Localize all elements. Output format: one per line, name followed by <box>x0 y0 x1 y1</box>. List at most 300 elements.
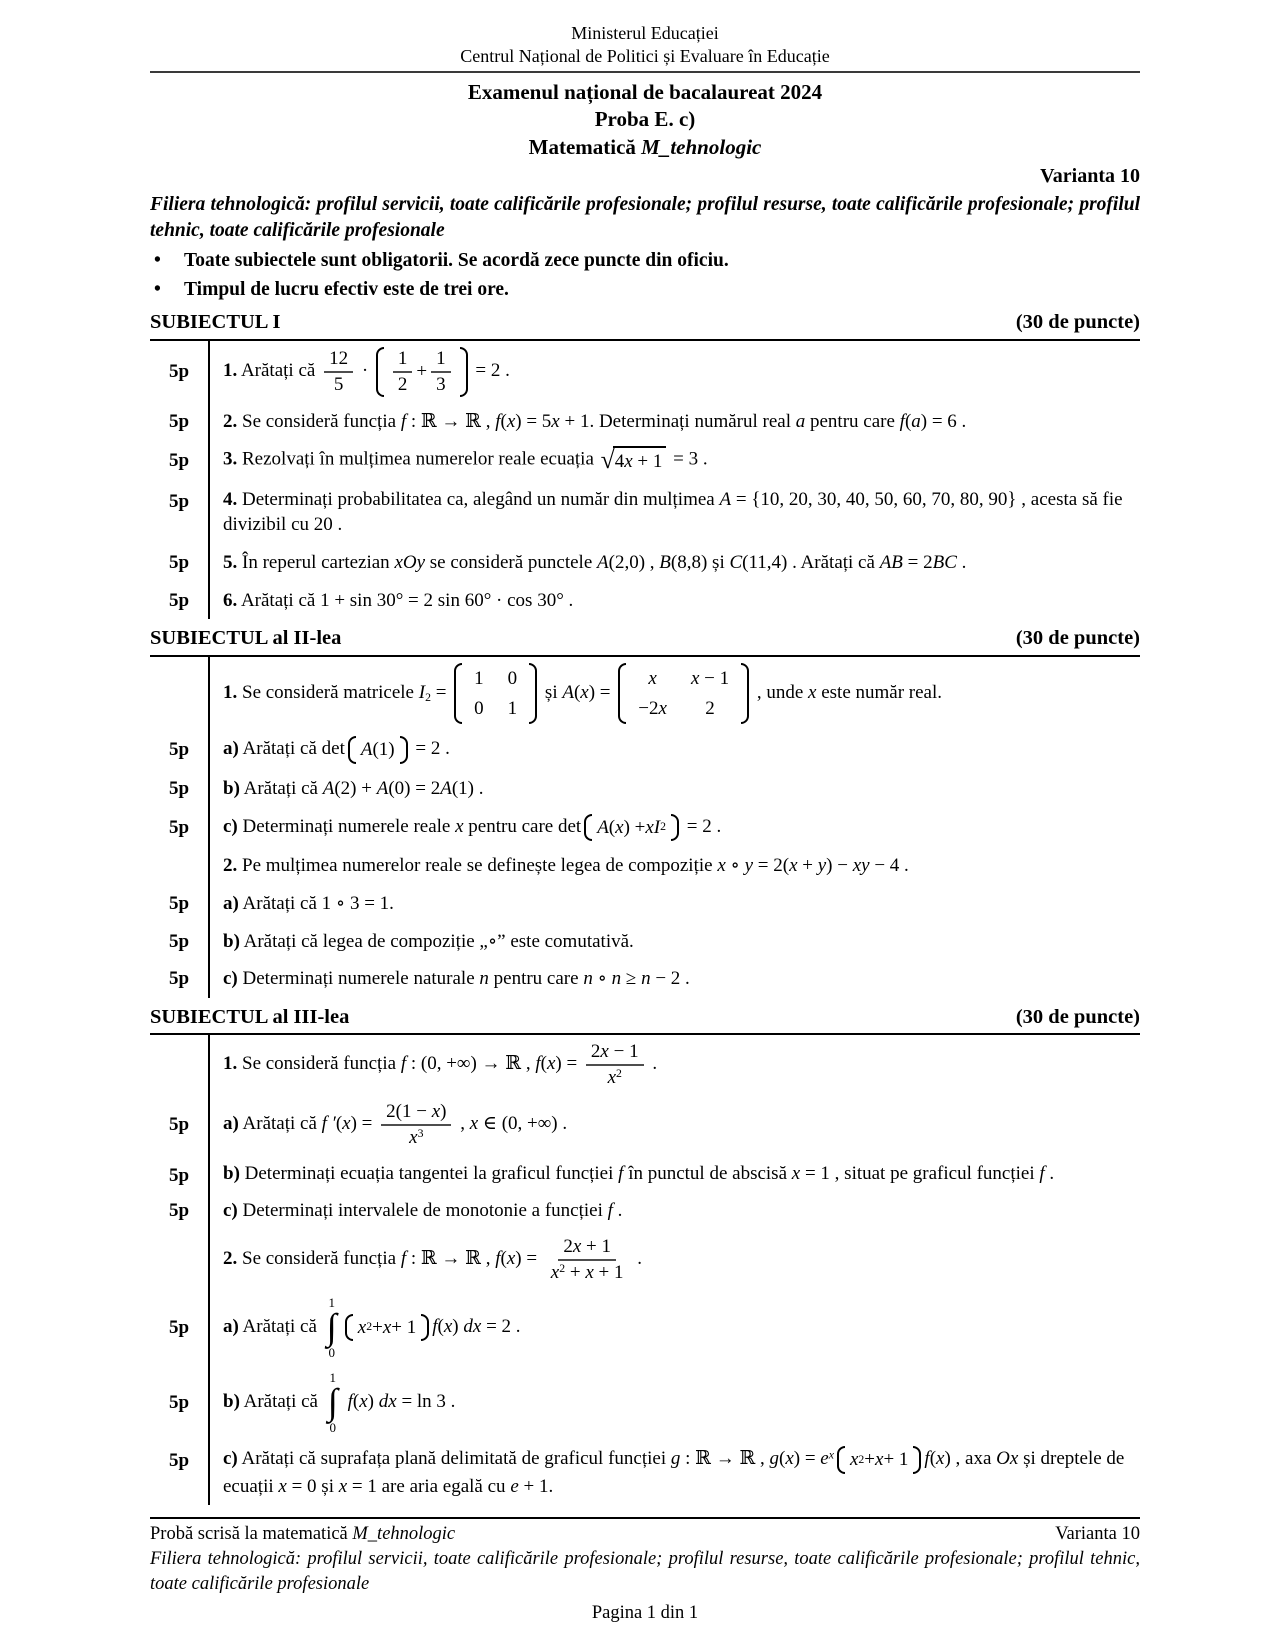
points-label <box>150 657 208 730</box>
math-var: x <box>443 1315 453 1337</box>
math-b: 3. <box>223 448 238 470</box>
footer-left <box>150 1522 455 1547</box>
math-var: x <box>615 816 624 838</box>
exam-section <box>150 624 1140 997</box>
math-b: 4. <box>223 488 238 510</box>
math-b: 6. <box>223 589 238 611</box>
text-run: + 1 <box>632 451 663 473</box>
text-run: Determinați probabilitatea ca, alegând un număr din mulțimea <box>237 488 720 510</box>
text-run: ( <box>573 682 581 704</box>
text-run: = 2 . <box>470 360 510 382</box>
footer-filiera: Filiera tehnologică: profilul servicii, toate calificările profesionale; profilul resurse, toate calificările profesionale; profilul tehnic, toate calificările profesionale <box>150 1549 1140 1595</box>
problem-content <box>208 1365 1140 1440</box>
text-run: ) , axa <box>944 1448 997 1470</box>
math-mx <box>618 663 749 724</box>
section-title: SUBIECTUL I <box>150 311 281 334</box>
points-label <box>150 1230 208 1290</box>
math-var: x <box>789 855 798 877</box>
problem-content <box>208 1440 1140 1505</box>
text-run: pentru care det <box>463 815 582 837</box>
math-var: x <box>624 451 633 473</box>
math-fr <box>324 348 353 396</box>
text-run: 4 <box>614 451 625 473</box>
page-number: Pagina 1 din 1 <box>591 1603 699 1624</box>
problem-content <box>208 341 1140 403</box>
math-var: e <box>510 1475 519 1497</box>
text-run: ( <box>929 1448 937 1470</box>
math-var: e <box>820 1448 829 1470</box>
footer-left-profile: M_tehnologic <box>352 1524 456 1545</box>
math-var: x <box>875 1449 884 1471</box>
problem-row <box>150 1230 1140 1290</box>
text-run: 0 <box>507 668 518 690</box>
section-title: SUBIECTUL al III-lea <box>150 1005 350 1028</box>
math-var: x <box>506 1248 516 1270</box>
points-label: 5p <box>168 552 190 574</box>
text-run: + <box>864 1449 876 1471</box>
math-fr <box>546 1236 629 1284</box>
problem-content <box>208 582 1140 620</box>
math-b: b) <box>223 1162 240 1184</box>
math-b: 1. <box>223 1053 238 1075</box>
text-run: + 1. <box>518 1475 554 1497</box>
footer-line1 <box>150 1522 1140 1547</box>
text-run: Arătați că 1 ∘ 3 = 1. <box>238 892 394 914</box>
math-var: f <box>618 1162 624 1184</box>
text-run: se consideră punctele <box>425 552 598 574</box>
points-label: 5p <box>168 816 190 838</box>
text-run: Determinați numerele naturale <box>237 968 480 990</box>
math-var: C <box>729 552 743 574</box>
math-mx <box>454 663 537 724</box>
section-header <box>150 308 1140 341</box>
header-rule <box>150 71 1140 73</box>
text-run: . <box>612 1200 623 1222</box>
math-var: x <box>359 1390 368 1412</box>
math-b: 2. <box>223 410 238 432</box>
section-body <box>150 657 1140 998</box>
text-run: Se consideră funcția <box>237 1053 401 1075</box>
math-sq <box>601 446 667 475</box>
text-run: = {10, 20, 30, 40, 50, 60, 70, 80, 90} , acesta să fie divizibil cu 20 . <box>223 488 1123 536</box>
math-var: dx <box>463 1315 482 1337</box>
bullet-text: Timpul de lucru efectiv este de trei ore. <box>184 278 509 300</box>
math-var: x <box>469 1113 479 1135</box>
section-header <box>150 624 1140 657</box>
text-run: : (0, +∞) → ℝ , <box>406 1053 536 1075</box>
math-var: n <box>641 968 651 990</box>
problem-row <box>150 885 1140 923</box>
footer-left-plain: Probă scrisă la matematică <box>150 1524 353 1545</box>
math-b: 2. <box>223 855 238 877</box>
math-b: c) <box>223 1200 238 1222</box>
text-run: 1 <box>436 347 446 369</box>
text-run: Rezolvați în mulțimea numerelor reale ecuația <box>237 448 599 470</box>
text-run: . <box>647 1053 658 1075</box>
math-b: a) <box>223 892 239 914</box>
math-var: A <box>597 816 609 838</box>
filiera-paragraph: Filiera tehnologică: profilul servicii, toate calificările profesionale; profilul resurse, toate calificările profesionale; profilul tehnic, toate calificările profesionale <box>150 193 1140 242</box>
exam-section <box>150 1003 1140 1506</box>
points-label <box>150 1035 208 1095</box>
math-var: I <box>653 816 661 838</box>
math-var: g <box>769 1448 779 1470</box>
text-run: = 2( <box>753 855 790 877</box>
math-pg <box>348 736 408 764</box>
points-label: 5p <box>168 589 190 611</box>
problem-content <box>208 1290 1140 1365</box>
text-run: 2(1 − <box>386 1101 432 1123</box>
points-label: 5p <box>168 490 190 512</box>
problem-row <box>150 1035 1140 1095</box>
text-run: în punctul de abscisă <box>623 1162 792 1184</box>
integral-icon: ∫ <box>326 1306 337 1348</box>
text-run: Pe mulțimea numerelor reale se definește legea de compoziție <box>237 855 718 877</box>
points-label: 5p <box>168 449 190 471</box>
section-body <box>150 341 1140 620</box>
text-run: ) = 5 <box>515 410 552 432</box>
math-var: f <box>400 410 407 432</box>
footer-variant: Varianta 10 <box>1055 1524 1140 1545</box>
text-run: ) <box>440 1101 447 1123</box>
math-b: a) <box>223 738 239 760</box>
math-var: x <box>717 855 726 877</box>
text-run: Arătați că <box>239 1390 323 1412</box>
math-var: y <box>744 855 754 877</box>
math-var: f <box>432 1315 438 1337</box>
problem-content <box>208 730 1140 770</box>
math-var: x <box>849 1449 859 1471</box>
ministry-line: Ministerul Educației <box>571 23 719 43</box>
problem-row <box>150 440 1140 481</box>
text-run: (1) <box>372 739 395 761</box>
text-run: − 1 <box>699 668 730 690</box>
math-var: n <box>583 968 593 990</box>
proba-line: Proba E. c) <box>594 107 696 132</box>
math-var: x <box>645 816 654 838</box>
math-var: y <box>817 855 827 877</box>
math-var: x <box>278 1475 287 1497</box>
text-run: ( <box>352 1390 360 1412</box>
math-var: f <box>535 1053 541 1075</box>
text-run: −2 <box>638 697 659 719</box>
problem-content <box>208 847 1140 885</box>
text-run: + 1 <box>581 1236 611 1258</box>
math-b: b) <box>223 777 240 799</box>
math-b: a) <box>223 1113 239 1135</box>
text-run: = <box>430 682 452 704</box>
text-run: ) = <box>555 1053 582 1075</box>
math-var: f <box>924 1448 930 1470</box>
page-header <box>150 22 1140 303</box>
math-var: A <box>360 739 373 761</box>
problem-row <box>150 403 1140 441</box>
problem-row <box>150 808 1140 848</box>
text-run: În reperul cartezian <box>237 552 395 574</box>
text-run: (1) . <box>451 777 484 799</box>
problem-row <box>150 1095 1140 1155</box>
text-run: . <box>1044 1162 1055 1184</box>
math-var: xOy <box>394 552 426 574</box>
problem-content <box>208 657 1140 730</box>
math-fr <box>393 348 413 396</box>
text-run: Arătați că <box>238 1315 322 1337</box>
text-run: = 1 , situat pe graficul funcției <box>800 1162 1040 1184</box>
text-run: 0 <box>474 697 484 719</box>
text-run: : ℝ → ℝ , <box>406 410 496 432</box>
points-label: 5p <box>168 968 190 990</box>
math-var: A <box>597 552 609 574</box>
problem-content <box>208 1155 1140 1193</box>
problem-row <box>150 1440 1140 1505</box>
math-var: x <box>506 410 516 432</box>
points-label: 5p <box>168 1450 190 1472</box>
math-fr <box>431 348 451 396</box>
problem-row <box>150 341 1140 403</box>
problem-row <box>150 730 1140 770</box>
math-fr <box>381 1101 451 1149</box>
section-points: (30 de puncte) <box>1015 627 1140 650</box>
text-run: + <box>372 1316 383 1338</box>
math-b: c) <box>223 968 238 990</box>
math-pg <box>376 347 468 397</box>
text-run: − 4 . <box>869 855 909 877</box>
problem-row <box>150 1155 1140 1193</box>
math-fr <box>586 1041 644 1089</box>
text-run: = 2 . <box>410 738 450 760</box>
math-var: A <box>440 777 452 799</box>
text-run: = 3 . <box>668 448 708 470</box>
problem-row <box>150 657 1140 730</box>
math-b: a) <box>223 1315 239 1337</box>
problem-content <box>208 403 1140 441</box>
text-run: ( <box>540 1053 547 1075</box>
variant-label: Varianta 10 <box>1040 164 1140 187</box>
text-run: + 1 <box>391 1316 417 1338</box>
problem-content <box>208 885 1140 923</box>
section-title: SUBIECTUL al II-lea <box>150 627 342 650</box>
math-var: x <box>550 1261 560 1283</box>
math-var: x <box>585 1261 594 1283</box>
text-run: pentru care <box>805 410 900 432</box>
problem-content <box>208 808 1140 848</box>
problem-row <box>150 1290 1140 1365</box>
math-var: A <box>562 682 574 704</box>
math-b: b) <box>223 930 240 952</box>
text-run: = 2 . <box>481 1315 521 1337</box>
text-run: ) = <box>515 1248 542 1270</box>
bullet-text: Toate subiectele sunt obligatorii. Se acordă zece puncte din oficiu. <box>184 249 729 271</box>
math-var: x <box>690 668 700 690</box>
text-run: Arătați că det <box>238 738 345 760</box>
text-run: (11,4) . Arătați că <box>742 552 880 574</box>
text-run: . <box>956 552 967 574</box>
text-run: 1 <box>474 668 484 690</box>
footer-rule <box>150 1517 1140 1519</box>
text-run: ) + <box>623 816 646 838</box>
text-run: , <box>455 1113 470 1135</box>
section-body <box>150 1035 1140 1505</box>
problem-content <box>208 770 1140 808</box>
text-run: − 2 . <box>650 968 690 990</box>
problem-content <box>208 544 1140 582</box>
points-label: 5p <box>168 1164 190 1186</box>
math-pg: x 2 + x + 1 <box>837 1446 921 1474</box>
math-var: f <box>495 1248 501 1270</box>
text-run: și <box>540 682 563 704</box>
text-run: ( <box>437 1315 444 1337</box>
text-run: ) − <box>826 855 853 877</box>
math-var: xy <box>852 855 870 877</box>
math-b: 5. <box>223 552 238 574</box>
math-var: x <box>342 1113 351 1135</box>
problem-row <box>150 1192 1140 1230</box>
text-run: − 1 <box>608 1041 639 1063</box>
math-var: n <box>479 968 489 990</box>
text-run: : ℝ → ℝ , <box>406 1248 496 1270</box>
sections <box>150 303 1140 1505</box>
points-label: 5p <box>168 360 190 382</box>
math-var: A <box>322 777 335 799</box>
math-var: g <box>670 1448 681 1470</box>
text-run: 1 <box>507 697 518 719</box>
math-sub: 2 <box>425 690 431 704</box>
text-run: ) = <box>793 1448 821 1470</box>
math-int: 1 ∫ 0 <box>327 1369 338 1436</box>
math-b: 1. <box>223 682 238 704</box>
problem-content <box>208 1035 1140 1095</box>
math-b: 1. <box>223 360 238 382</box>
text-run: ) = <box>350 1113 378 1135</box>
text-run: + <box>565 1261 586 1283</box>
text-run: . <box>632 1248 642 1270</box>
math-var: a <box>911 410 921 432</box>
math-var: x <box>580 682 589 704</box>
text-run: 2 <box>563 1236 573 1258</box>
text-run: Arătați că <box>238 1113 322 1135</box>
text-run: pentru care <box>488 968 584 990</box>
text-run: Se consideră matricele <box>237 682 419 704</box>
text-run: + 1. Determinați numărul real <box>559 410 796 432</box>
math-var: I <box>418 682 426 704</box>
problem-content <box>208 1192 1140 1230</box>
math-var: AB <box>879 552 903 574</box>
problem-content <box>208 1230 1140 1290</box>
center-line: Centrul Național de Politici și Evaluare în Educație <box>460 45 830 66</box>
text-run: ) <box>367 1390 379 1412</box>
text-run: Arătați că <box>239 777 323 799</box>
math-var: x <box>936 1448 945 1470</box>
section-points: (30 de puncte) <box>1015 311 1140 334</box>
math-var: f <box>400 1248 407 1270</box>
text-run: 3 <box>436 373 446 395</box>
instruction-bullet <box>150 277 1140 303</box>
text-run: ( <box>904 410 912 432</box>
math-var: f <box>1039 1162 1045 1184</box>
text-run: (8,8) și <box>670 552 730 574</box>
text-run: ) = <box>588 682 616 704</box>
problem-row <box>150 923 1140 961</box>
math-var: x <box>546 1053 556 1075</box>
text-run: + 1 <box>593 1261 624 1283</box>
problem-row <box>150 960 1140 998</box>
text-run: : ℝ → ℝ , <box>680 1448 770 1470</box>
text-run: = ln 3 . <box>396 1390 456 1412</box>
math-b: c) <box>223 815 238 837</box>
math-var: f <box>347 1390 353 1412</box>
math-sup: 3 <box>417 1127 424 1141</box>
math-var: x <box>382 1316 392 1338</box>
text-run: ( <box>778 1448 786 1470</box>
problem-row <box>150 582 1140 620</box>
math-var: A <box>376 777 389 799</box>
points-label: 5p <box>168 930 190 952</box>
problem-row <box>150 481 1140 544</box>
text-run: Determinați ecuația tangentei la graficul funcției <box>239 1162 619 1184</box>
problem-content <box>208 1095 1140 1155</box>
text-run: + <box>416 360 428 382</box>
math-b: 2. <box>223 1248 238 1270</box>
problem-content <box>208 440 1140 481</box>
math-supi: x <box>828 1448 834 1462</box>
problem-row <box>150 847 1140 885</box>
problem-row <box>150 770 1140 808</box>
text-run: 12 <box>329 347 349 369</box>
math-var: a <box>795 410 806 432</box>
points-label <box>150 847 208 885</box>
section-header <box>150 1003 1140 1036</box>
text-run: Determinați numerele reale <box>237 815 456 837</box>
text-run: (0) = 2 <box>388 777 441 799</box>
points-label: 5p <box>168 892 190 914</box>
text-run: și dreptele de ecuații <box>223 1448 1125 1497</box>
text-run: este număr real. <box>816 682 943 704</box>
points-label: 5p <box>168 739 190 761</box>
math-b: c) <box>223 1448 238 1470</box>
math-var: x <box>338 1475 348 1497</box>
text-run: Arătați că suprafața plană delimitată de graficul funcției <box>237 1448 671 1470</box>
math-var: f <box>607 1200 613 1222</box>
text-run: (2) + <box>334 777 377 799</box>
text-run: ( <box>500 1248 507 1270</box>
math-var: A <box>719 488 732 510</box>
text-run: ) <box>452 1315 464 1337</box>
instruction-bullet <box>150 248 1140 274</box>
math-var: x <box>658 697 667 719</box>
math-var: f ′ <box>321 1113 336 1135</box>
bullet-icon: • <box>154 249 161 271</box>
text-run: Se consideră funcția <box>237 410 401 432</box>
points-label: 5p <box>168 1114 190 1136</box>
text-run: = 1 are aria egală cu <box>347 1475 511 1497</box>
points-label: 5p <box>168 410 190 432</box>
section-points: (30 de puncte) <box>1015 1005 1140 1028</box>
math-var: f <box>495 410 501 432</box>
math-var: f <box>899 410 905 432</box>
math-pg: x 2 + x + 1 <box>345 1314 429 1342</box>
math-var: x <box>455 815 464 837</box>
radical-icon: √ <box>600 445 615 475</box>
points-label: 5p <box>168 1200 190 1222</box>
text-run: Se consideră funcția <box>237 1248 401 1270</box>
text-run: Determinați intervalele de monotonie a funcției <box>237 1200 608 1222</box>
math-var: x <box>572 1236 582 1258</box>
text-run: 5 <box>333 373 344 395</box>
problem-content <box>208 481 1140 544</box>
text-run: , unde <box>752 682 809 704</box>
exam-title: Examenul național de bacalaureat 2024 <box>467 80 823 104</box>
text-run: · <box>357 360 373 382</box>
